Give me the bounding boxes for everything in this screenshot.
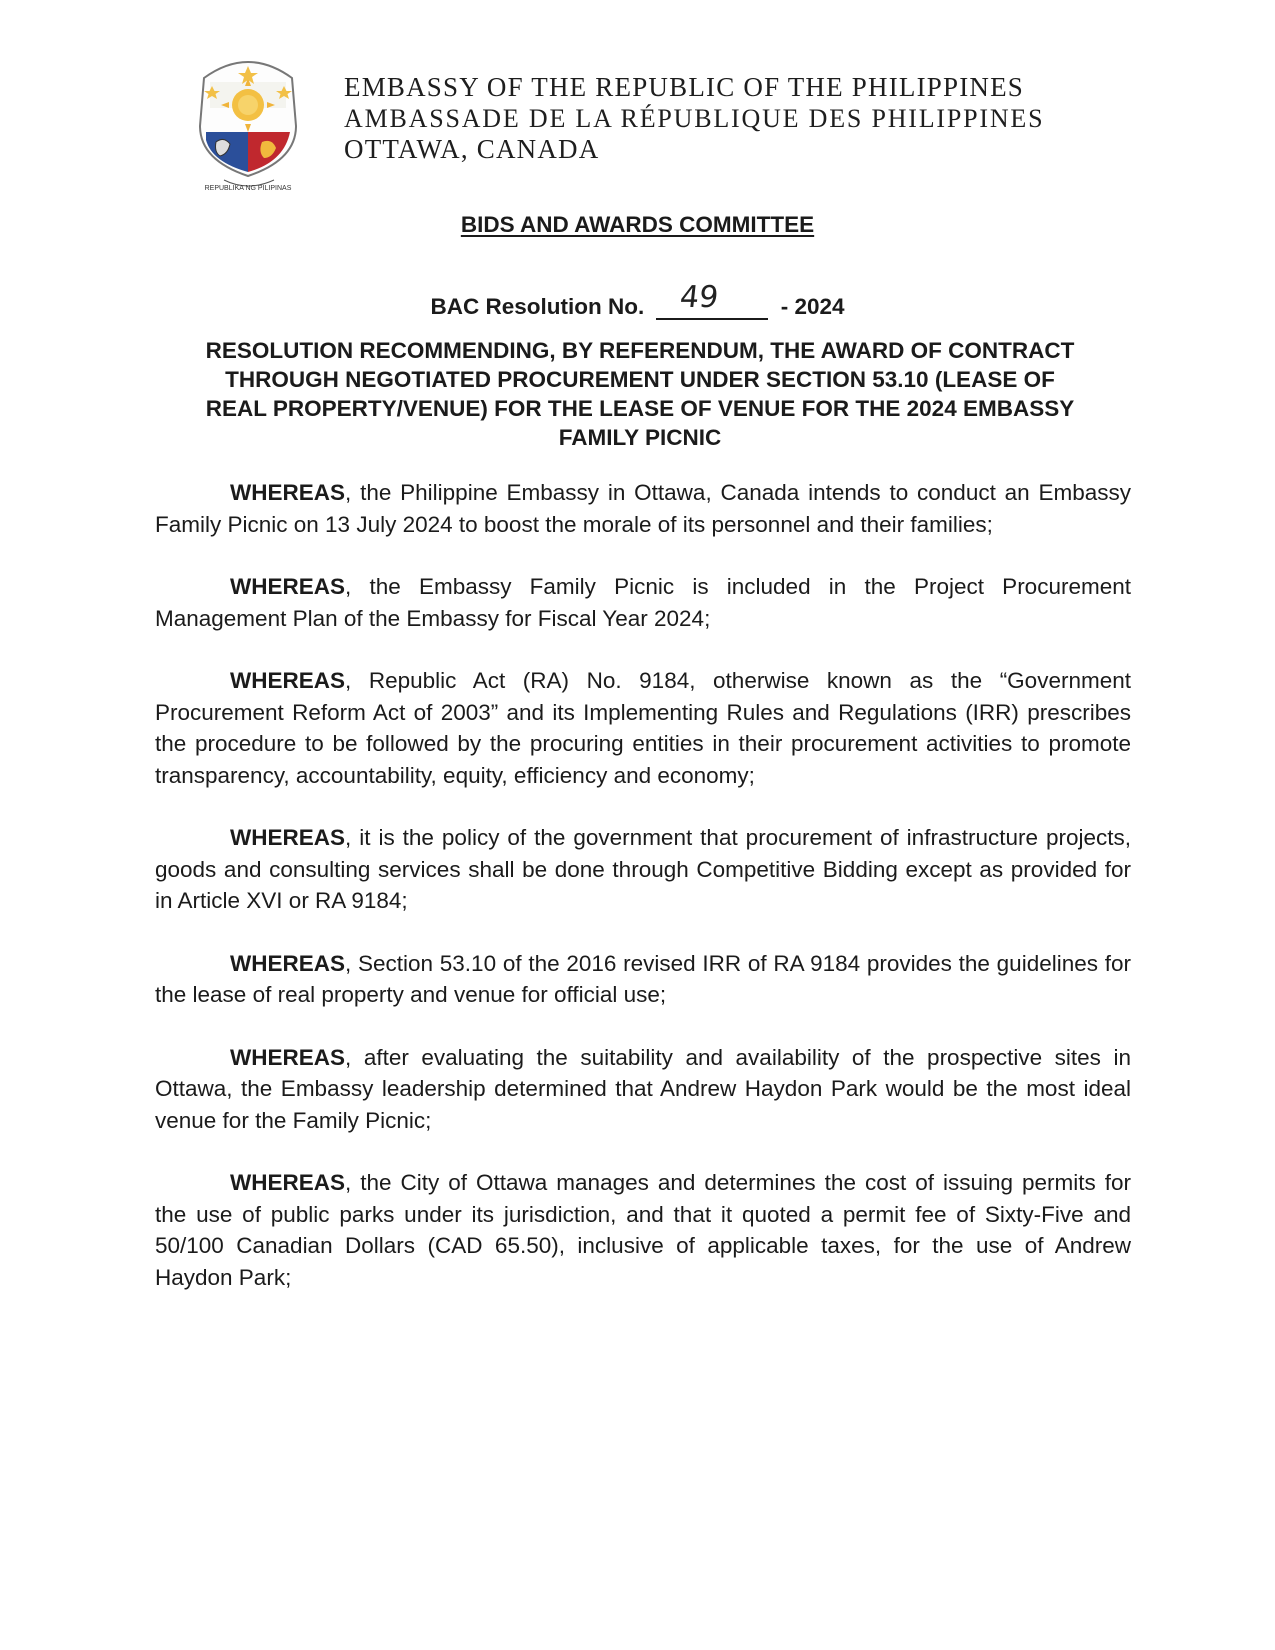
resolution-title-line: THROUGH NEGOTIATED PROCUREMENT UNDER SECTION 53.10 (LEASE OF	[225, 367, 1055, 392]
embassy-name-french: AMBASSADE DE LA RÉPUBLIQUE DES PHILIPPINES	[344, 104, 1045, 133]
resolution-title-line: RESOLUTION RECOMMENDING, BY REFERENDUM, THE AWARD OF CONTRACT	[205, 338, 1075, 363]
committee-heading-text: BIDS AND AWARDS COMMITTEE	[460, 212, 815, 237]
resolution-label: BAC Resolution No.	[430, 294, 645, 319]
svg-text:REPUBLIKA NG PILIPINAS: REPUBLIKA NG PILIPINAS	[204, 185, 292, 192]
resolution-year: - 2024	[780, 294, 845, 319]
committee-heading	[0, 212, 1275, 238]
paragraph-text: , Section 53.10 of the 2016 revised IRR of RA 9184 provides the guidelines for the lease of real property and venue for official use;	[155, 950, 1131, 1007]
whereas-paragraph	[155, 822, 1131, 917]
resolution-title	[150, 336, 1130, 452]
resolution-number-handwritten: 49	[678, 280, 721, 315]
whereas-lead: WHEREAS	[230, 668, 346, 693]
resolution-number-line	[0, 280, 1275, 320]
whereas-paragraph	[155, 571, 1131, 634]
whereas-paragraph	[155, 948, 1131, 1011]
letterhead	[344, 72, 1044, 165]
whereas-paragraph	[155, 477, 1131, 540]
embassy-name-english: EMBASSY OF THE REPUBLIC OF THE PHILIPPINES	[344, 72, 1024, 102]
resolution-number-blank	[656, 280, 768, 320]
paragraph-text: , Republic Act (RA) No. 9184, otherwise known as the “Government Procurement Reform Act of 2003” and its Implementing Rules and Regulations (IRR) prescribes the procedure to be followed by the procuring entities in their procurement activities to promote transparency, accountability, equity, efficiency and economy;	[155, 668, 1131, 788]
paragraph-text: , the Embassy Family Picnic is included in the Project Procurement Management Plan of the Embassy for Fiscal Year 2024;	[155, 574, 1131, 631]
whereas-lead: WHEREAS	[230, 574, 346, 599]
philippine-seal-icon	[184, 48, 312, 192]
paragraph-text: , it is the policy of the government that procurement of infrastructure projects, goods and consulting services shall be done through Competitive Bidding except as provided for in Article XVI or RA 9184;	[155, 825, 1131, 913]
embassy-city: OTTAWA, CANADA	[344, 134, 600, 164]
resolution-body	[155, 477, 1131, 1324]
whereas-lead: WHEREAS	[230, 950, 346, 976]
whereas-paragraph	[155, 1167, 1131, 1293]
whereas-lead: WHEREAS	[230, 1170, 346, 1195]
whereas-paragraph	[155, 1042, 1131, 1137]
resolution-title-line: FAMILY PICNIC	[558, 425, 722, 450]
whereas-lead: WHEREAS	[230, 480, 346, 505]
paragraph-text: , the City of Ottawa manages and determines the cost of issuing permits for the use of public parks under its jurisdiction, and that it quoted a permit fee of Sixty-Five and 50/100 Canadian Dollars (CAD 65.50), inclusive of applicable taxes, for the use of Andrew Haydon Park;	[155, 1170, 1131, 1290]
resolution-title-line: REAL PROPERTY/VENUE) FOR THE LEASE OF VENUE FOR THE 2024 EMBASSY	[205, 396, 1075, 421]
whereas-lead: WHEREAS	[230, 825, 346, 850]
paragraph-text: , the Philippine Embassy in Ottawa, Canada intends to conduct an Embassy Family Picnic on 13 July 2024 to boost the morale of its personnel and their families;	[155, 480, 1131, 537]
whereas-paragraph	[155, 665, 1131, 791]
paragraph-text: , after evaluating the suitability and availability of the prospective sites in Ottawa, the Embassy leadership determined that Andrew Haydon Park would be the most ideal venue for the Family Picnic;	[155, 1044, 1131, 1133]
whereas-lead: WHEREAS	[230, 1044, 346, 1070]
